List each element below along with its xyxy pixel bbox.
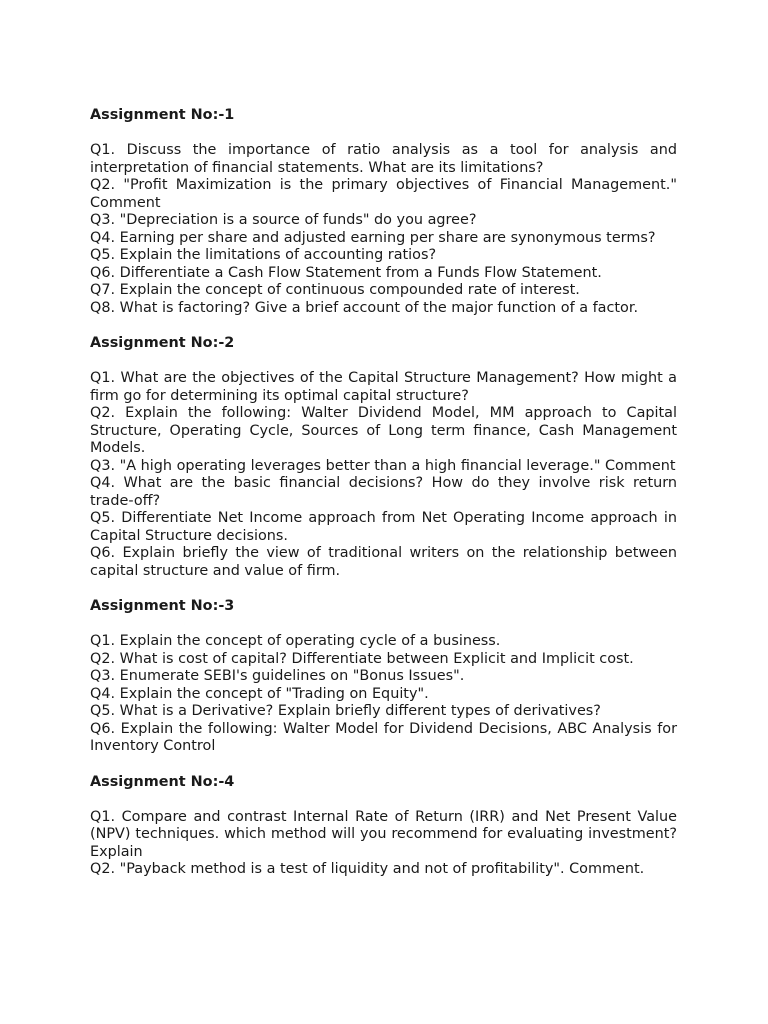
question: Q7. Explain the concept of continuous compounded rate of interest.	[90, 282, 580, 298]
question: Q4. Explain the concept of "Trading on Equity".	[90, 685, 429, 702]
question: Q5. Differentiate Net Income approach from Net Operating Income approach in Capital Structure decisions.	[90, 510, 677, 544]
question: Q2. What is cost of capital? Differentiate between Explicit and Implicit cost.	[90, 650, 634, 667]
question: Q8. What is factoring? Give a brief account of the major function of a factor.	[90, 299, 639, 316]
question: Q6. Explain the following: Walter Model for Dividend Decisions, ABC Analysis for Inventory Control	[90, 720, 677, 754]
question: Q5. Explain the limitations of accounting ratios?	[90, 247, 437, 263]
assignment-2-questions	[90, 370, 677, 580]
assignment-4	[90, 774, 677, 879]
question: Q3. "Depreciation is a source of funds" do you agree?	[90, 212, 477, 228]
question: Q1. Explain the concept of operating cycle of a business.	[90, 633, 501, 649]
question: Q3. "A high operating leverages better than a high financial leverage." Comment	[90, 457, 676, 474]
assignment-4-title: Assignment No:-4	[90, 773, 235, 790]
assignment-3	[90, 598, 677, 756]
question: Q2. "Payback method is a test of liquidity and not of profitability". Comment.	[90, 861, 645, 877]
question: Q1. Compare and contrast Internal Rate of Return (IRR) and Net Present Value (NPV) techniques. which method will you recommend for evaluating investment? Explain	[90, 808, 677, 860]
assignment-2	[90, 335, 677, 580]
question: Q4. Earning per share and adjusted earning per share are synonymous terms?	[90, 229, 656, 246]
assignment-3-title: Assignment No:-3	[90, 598, 235, 614]
question: Q2. Explain the following: Walter Dividend Model, MM approach to Capital Structure, Operating Cycle, Sources of Long term finance, Cash Management Models.	[90, 405, 677, 456]
question: Q6. Explain briefly the view of traditional writers on the relationship between capital structure and value of firm.	[90, 545, 677, 579]
assignment-2-title: Assignment No:-2	[90, 335, 235, 351]
assignment-1-title: Assignment No:-1	[90, 107, 235, 123]
question: Q1. What are the objectives of the Capital Structure Management? How might a firm go for determining its optimal capital structure?	[90, 370, 677, 404]
question: Q2. "Profit Maximization is the primary objectives of Financial Management." Comment	[90, 177, 677, 211]
question: Q4. What are the basic financial decisions? How do they involve risk return trade-off?	[90, 475, 677, 509]
assignment-3-questions	[90, 633, 677, 756]
question: Q3. Enumerate SEBI's guidelines on "Bonus Issues".	[90, 668, 465, 684]
assignment-4-questions	[90, 809, 677, 879]
assignment-1	[90, 107, 677, 317]
question: Q6. Differentiate a Cash Flow Statement from a Funds Flow Statement.	[90, 264, 602, 281]
question: Q5. What is a Derivative? Explain briefly different types of derivatives?	[90, 703, 601, 719]
question: Q1. Discuss the importance of ratio analysis as a tool for analysis and interpretation of financial statements. What are its limitations?	[90, 142, 677, 176]
assignment-1-questions	[90, 142, 677, 317]
